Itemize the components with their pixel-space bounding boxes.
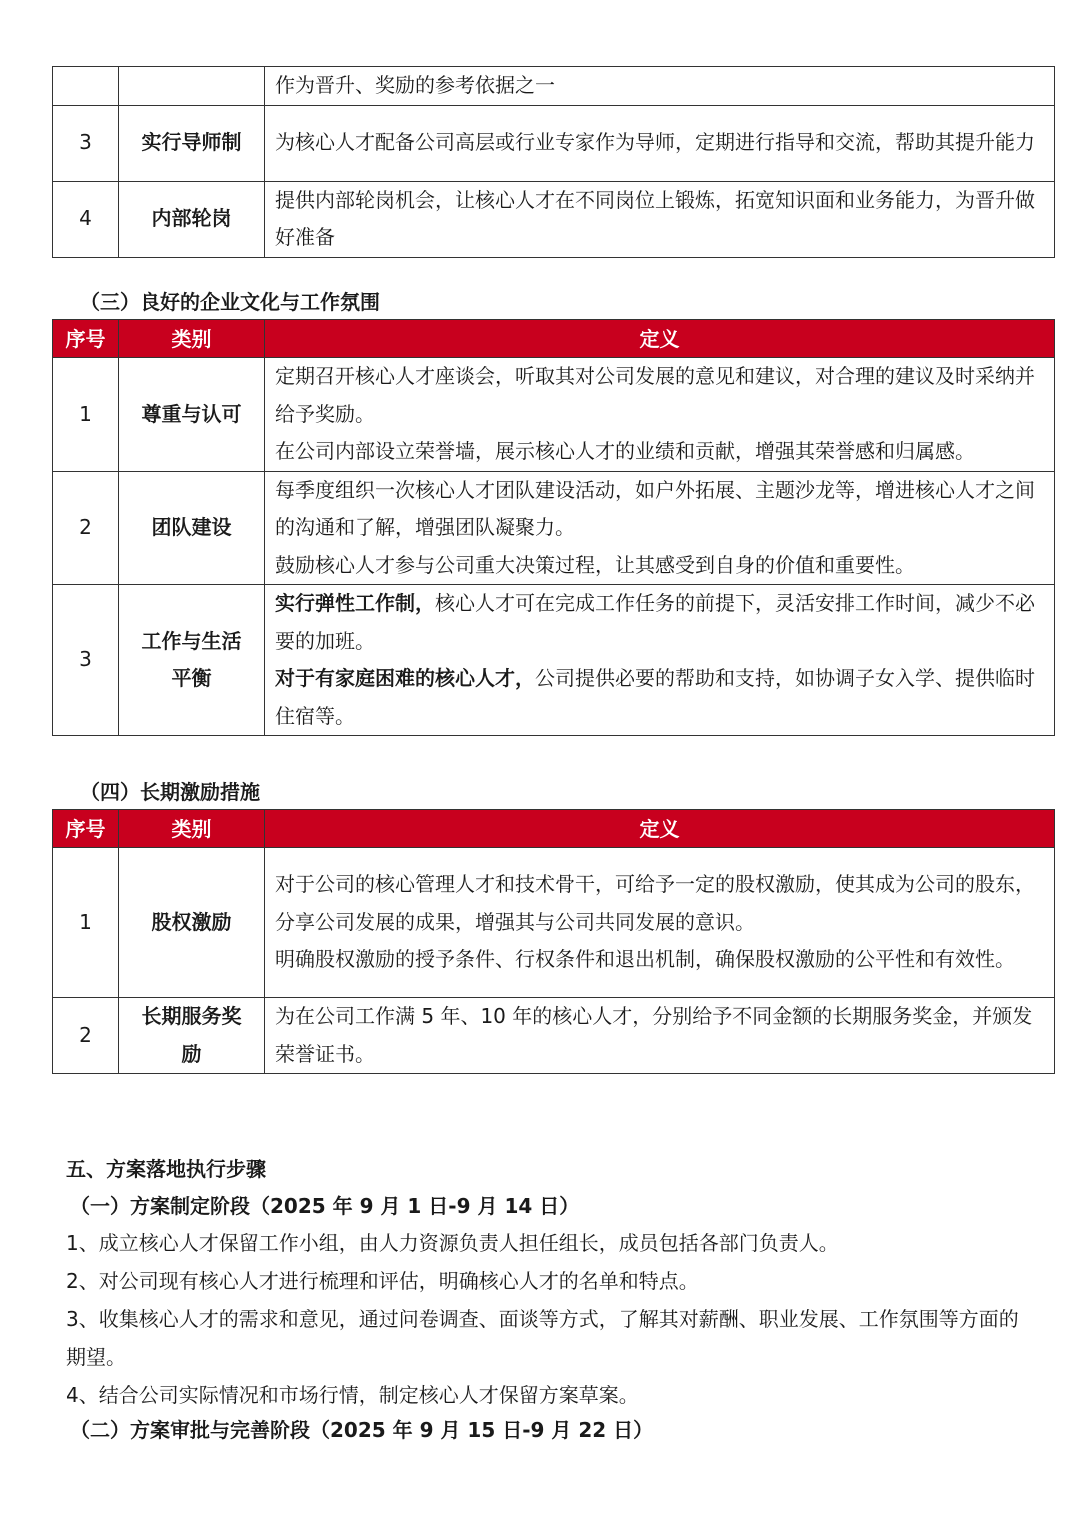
header-number: 序号 [53,320,119,358]
row-category [119,67,265,106]
table-row [53,471,1055,585]
category-line: 平衡 [171,666,212,690]
row-number: 3 [53,585,119,736]
table-row [53,105,1055,181]
table-header-row [53,320,1055,358]
list-item: 1、成立核心人才保留工作小组，由人力资源负责人担任组长，成员包括各部门负责人。 [66,1231,839,1255]
row-definition [265,471,1055,585]
row-number: 4 [53,181,119,257]
table-row [53,998,1055,1074]
row-category: 团队建设 [119,471,265,585]
definition-emphasis: 实行弹性工作制， [275,591,435,615]
category-line: 励 [181,1041,202,1066]
table-row [53,585,1055,736]
row-category: 尊重与认可 [119,358,265,472]
table-header-row [53,810,1055,848]
section-heading: （四）长期激励措施 [80,780,260,804]
row-definition: 为核心人才配备公司高层或行业专家作为导师，定期进行指导和交流，帮助其提升能力 [265,105,1055,181]
definition-paragraph [275,585,1044,660]
table-row [53,67,1055,106]
row-definition [265,848,1055,998]
row-number: 1 [53,358,119,472]
row-category: 内部轮岗 [119,181,265,257]
table-development-continued [52,66,1055,258]
definition-paragraph: 明确股权激励的授予条件、行权条件和退出机制，确保股权激励的公平性和有效性。 [275,947,1015,972]
table-long-term-incentives [52,809,1055,1074]
definition-paragraph: 鼓励核心人才参与公司重大决策过程，让其感受到自身的价值和重要性。 [275,552,915,577]
table-culture [52,319,1055,736]
category-line: 工作与生活 [141,628,242,653]
row-definition [265,585,1055,736]
subsection-heading: （二）方案审批与完善阶段（2025 年 9 月 15 日-9 月 22 日） [70,1418,654,1442]
definition-text: 公司提供必要的帮助和支持，如协调子女入学、提供临时住宿等。 [275,666,1035,728]
header-category: 类别 [119,810,265,848]
row-definition: 为在公司工作满 5 年、10 年的核心人才，分别给予不同金额的长期服务奖金，并颁发荣誉证书。 [265,998,1055,1074]
definition-emphasis: 对于有家庭困难的核心人才， [275,666,535,690]
table-row [53,848,1055,998]
list-item: 2、对公司现有核心人才进行梳理和评估，明确核心人才的名单和特点。 [66,1269,699,1293]
definition-text: 核心人才可在完成工作任务的前提下，灵活安排工作时间，减少不必要的加班。 [275,591,1035,653]
row-definition: 作为晋升、奖励的参考依据之一 [265,67,1055,106]
row-number: 2 [53,471,119,585]
row-category: 实行导师制 [119,105,265,181]
row-category [119,585,265,736]
definition-paragraph: 定期召开核心人才座谈会，听取其对公司发展的意见和建议，对合理的建议及时采纳并给予奖励。 [275,364,1035,426]
row-number: 2 [53,998,119,1074]
list-item: 4、结合公司实际情况和市场行情，制定核心人才保留方案草案。 [66,1383,639,1407]
definition-paragraph: 对于公司的核心管理人才和技术骨干，可给予一定的股权激励，使其成为公司的股东，分享公司发展的成果，增强其与公司共同发展的意识。 [275,872,1035,934]
row-number: 3 [53,105,119,181]
row-category: 股权激励 [119,848,265,998]
table-row [53,181,1055,257]
section-heading: （三）良好的企业文化与工作氛围 [80,290,380,314]
row-number [53,67,119,106]
table-row [53,358,1055,472]
definition-paragraph [275,660,1044,735]
row-definition: 提供内部轮岗机会，让核心人才在不同岗位上锻炼，拓宽知识面和业务能力，为晋升做好准备 [265,181,1055,257]
header-number: 序号 [53,810,119,848]
header-category: 类别 [119,320,265,358]
definition-paragraph: 每季度组织一次核心人才团队建设活动，如户外拓展、主题沙龙等，增进核心人才之间的沟通和了解，增强团队凝聚力。 [275,477,1035,539]
header-definition: 定义 [265,320,1055,358]
list-item: 3、收集核心人才的需求和意见，通过问卷调查、面谈等方式，了解其对薪酬、职业发展、工作氛围等方面的期望。 [66,1307,1019,1369]
row-number: 1 [53,848,119,998]
category-line: 长期服务奖 [141,1004,242,1028]
section-heading: 五、方案落地执行步骤 [66,1157,266,1181]
definition-paragraph: 在公司内部设立荣誉墙，展示核心人才的业绩和贡献，增强其荣誉感和归属感。 [275,439,975,463]
subsection-heading: （一）方案制定阶段（2025 年 9 月 1 日-9 月 14 日） [70,1194,580,1218]
row-category [119,998,265,1074]
header-definition: 定义 [265,810,1055,848]
row-definition [265,358,1055,472]
